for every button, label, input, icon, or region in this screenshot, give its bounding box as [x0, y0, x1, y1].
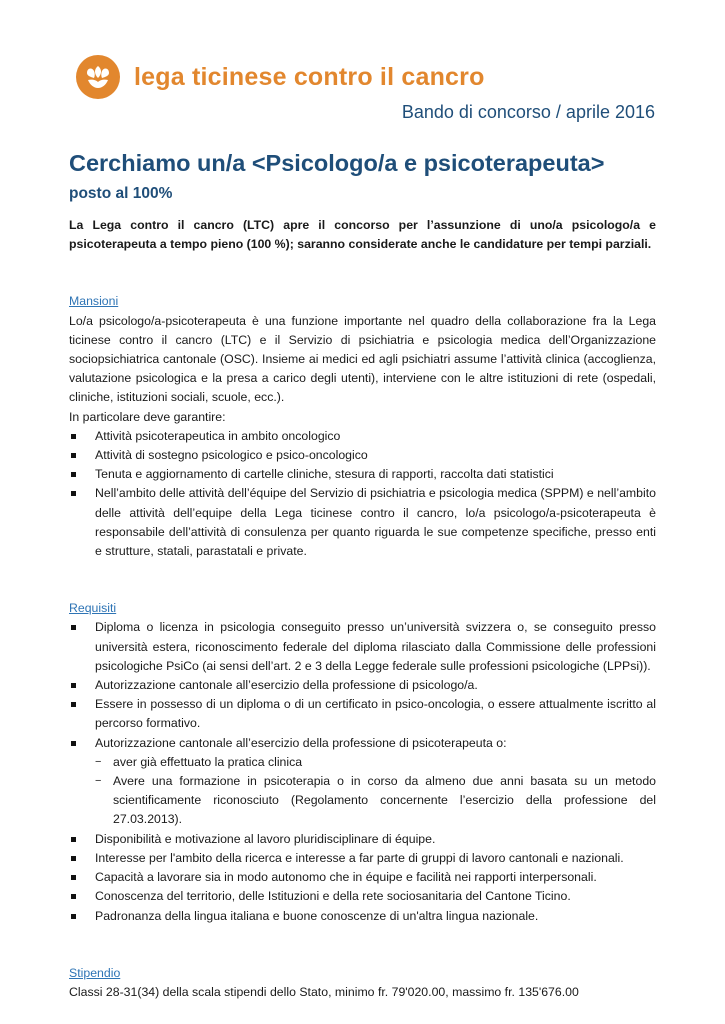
mansioni-heading: Mansioni — [69, 294, 119, 309]
list-item-text: Autorizzazione cantonale all’esercizio della professione di psicoterapeuta o: — [95, 735, 507, 750]
bando-date: Bando di concorso / aprile 2016 — [401, 102, 655, 122]
page-title: Cerchiamo un/a <Psicologo/a e psicoterapeuta> — [69, 150, 605, 176]
list-item: Tenuta e aggiornamento di cartelle cliniche, stesura di rapporti, raccolta dati statistici — [69, 465, 656, 484]
list-item: Autorizzazione cantonale all’esercizio della professione di psicologo/a. — [69, 676, 656, 695]
list-item: Essere in possesso di un diploma o di un certificato in psico-oncologia, o essere attualmente iscritto al percorso formativo. — [69, 695, 656, 733]
mansioni-lead: In particolare deve garantire: — [69, 409, 226, 424]
list-item: Interesse per l'ambito della ricerca e interesse a far parte di gruppi di lavoro cantonali e nazionali. — [69, 849, 656, 868]
list-item: Attività psicoterapeutica in ambito oncologico — [69, 427, 656, 446]
document-body — [69, 216, 656, 1002]
sub-list-item: − Avere una formazione in psicoterapia o in corso da almeno due anni basata su un metodo scientificamente riconosciuto (Regolamento concernente l’esercizio della professione del 27.03.2013). — [95, 772, 656, 830]
list-item: Disponibilità e motivazione al lavoro pluridisciplinare di équipe. — [69, 830, 656, 849]
requisiti-sublist — [95, 753, 656, 830]
stipendio-heading: Stipendio — [69, 965, 121, 980]
list-item — [69, 734, 656, 830]
ltc-flower-logo-icon — [76, 55, 120, 99]
list-item: Conoscenza del territorio, delle Istituzioni e della rete sociosanitaria del Cantone Ticino. — [69, 887, 656, 906]
header — [76, 54, 485, 100]
requisiti-list — [69, 618, 656, 925]
stipendio-text: Classi 28-31(34) della scala stipendi dello Stato, minimo fr. 79'020.00, massimo fr. 135'676.00 — [69, 984, 579, 999]
mansioni-list — [69, 427, 656, 561]
page-subtitle: posto al 100% — [69, 185, 173, 202]
list-item: Nell’ambito delle attività dell’équipe del Servizio di psichiatria e psicologia medica (SPPM) e nell’ambito delle attività dell’equipe della Lega ticinese contro il cancro, lo/a psicologo/a-psicoterapeuta è responsabile dell’attività di consulenza per quanto riguarda le sue competenze specifiche, presso enti e strutture, statali, parastatali e private. — [69, 484, 656, 561]
organization-name: lega ticinese contro il cancro — [134, 62, 485, 91]
list-item: Diploma o licenza in psicologia conseguito presso un’università svizzera o, se conseguito presso università estera, riconoscimento federale del diploma rilasciato dalla Commissione delle professioni psicologiche PsiCo (ai sensi dell’art. 2 e 3 della Legge federale sulle professioni psicologiche (LPPsi)). — [69, 618, 656, 676]
mansioni-paragraph: Lo/a psicologo/a-psicoterapeuta è una funzione importante nel quadro della collaborazione fra la Lega ticinese contro il cancro (LTC) e il Servizio di psichiatria e psicologia medica dell’Organizzazione sociopsichiatrica cantonale (OSC). Insieme ai medici ed agli psichiatri assume l’attività clinica (accoglienza, valutazione psicologica e la presa a carico degli utenti), interviene con le altre istituzioni di rete (ospedali, cliniche, istituzioni sociali, scuole, ecc.). — [69, 313, 656, 405]
requisiti-heading: Requisiti — [69, 601, 117, 616]
list-item: Padronanza della lingua italiana e buone conoscenze di un'altra lingua nazionale. — [69, 907, 656, 926]
intro-paragraph: La Lega contro il cancro (LTC) apre il concorso per l’assunzione di uno/a psicologo/a e psicoterapeuta a tempo pieno (100 %); saranno considerate anche le candidature per tempi parziali. — [69, 218, 656, 252]
list-item: Capacità a lavorare sia in modo autonomo che in équipe e facilità nei rapporti interpersonali. — [69, 868, 656, 887]
sub-list-item: − aver già effettuato la pratica clinica — [95, 753, 656, 772]
list-item: Attività di sostegno psicologico e psico-oncologico — [69, 446, 656, 465]
